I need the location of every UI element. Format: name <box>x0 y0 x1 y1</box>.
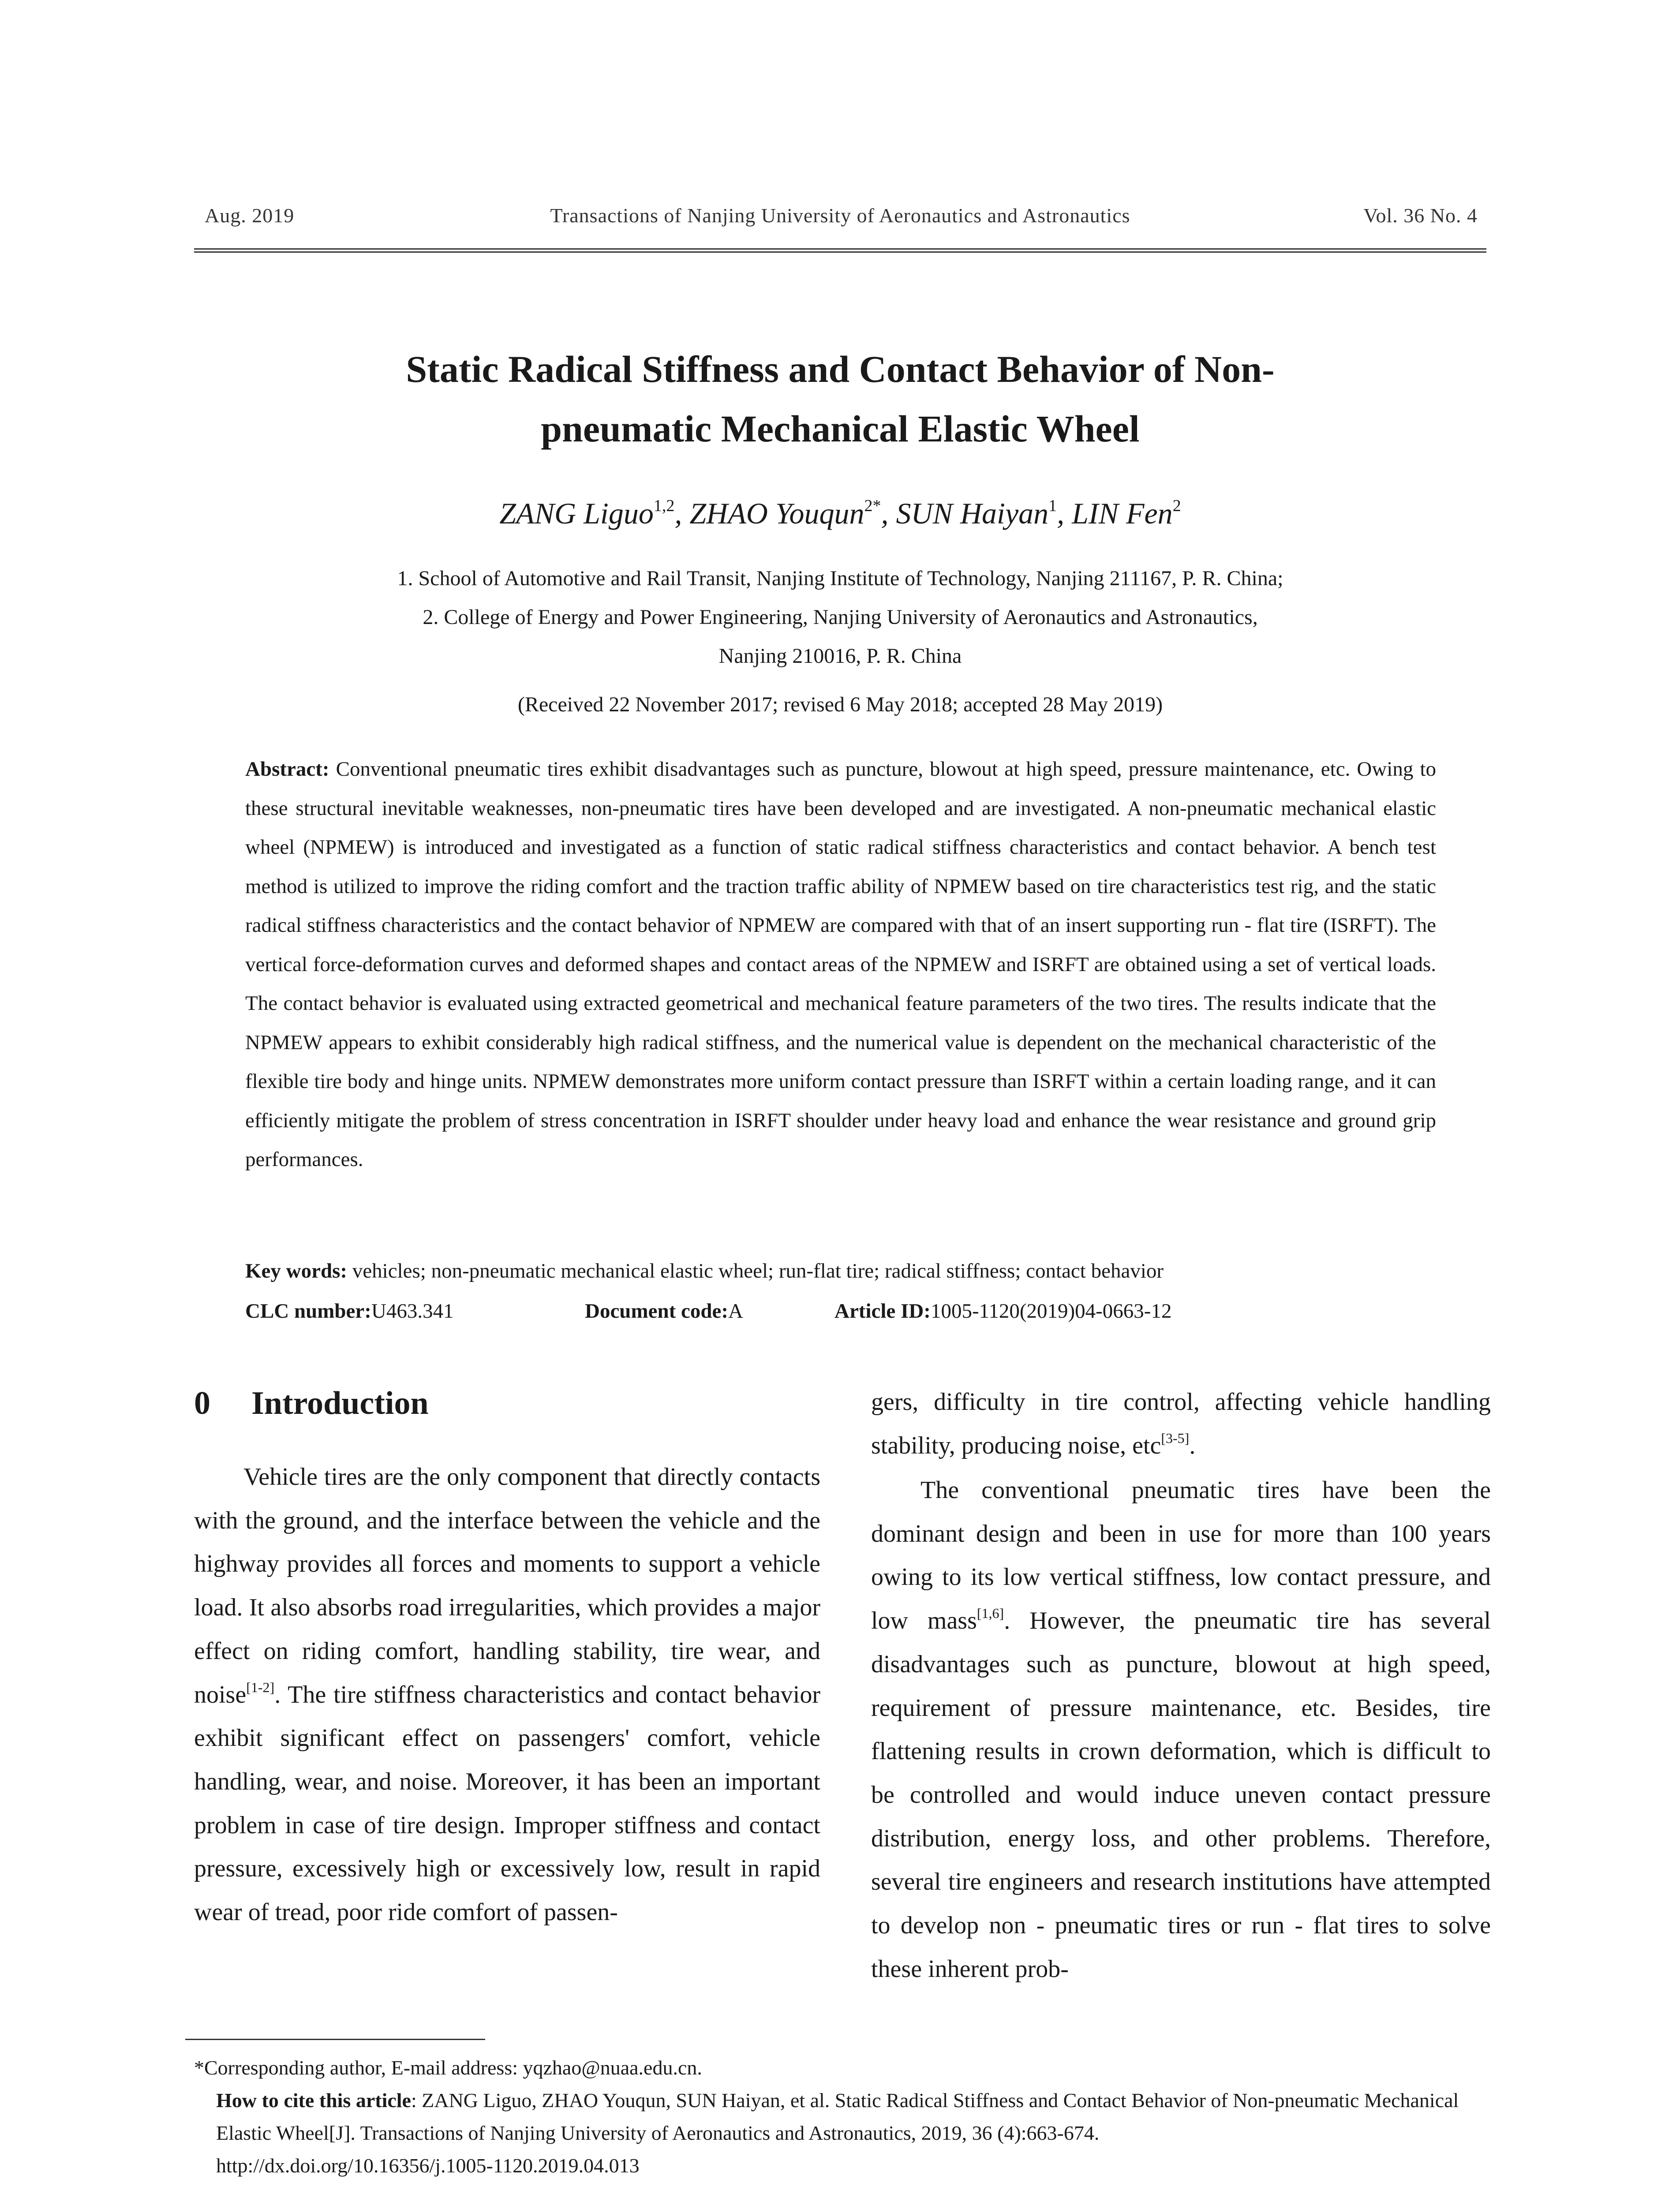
author-name: LIN Fen <box>1072 497 1173 530</box>
author-affiliation-mark: 1,2 <box>653 497 675 515</box>
abstract-text: Conventional pneumatic tires exhibit disadvantages such as puncture, blowout at high speed, pressure maintenance, etc. Owing to these structural inevitable weaknesses, non-pneumatic tires have been developed and are investigated. A non-pneumatic mechanical elastic wheel (NPMEW) is introduced and investigated as a function of static radical stiffness characteristics and contact behavior. A bench test method is utilized to improve the riding comfort and the traction traffic ability of NPMEW based on tire characteristics test rig, and the static radical stiffness characteristics and the contact behavior of NPMEW are compared with that of an insert supporting run - flat tire (ISRFT). The vertical force-deformation curves and deformed shapes and contact areas of the NPMEW and ISRFT are obtained using a set of vertical loads. The contact behavior is evaluated using extracted geometrical and mechanical feature parameters of the two tires. The results indicate that the NPMEW appears to exhibit considerably high radical stiffness, and the numerical value is dependent on the mechanical characteristic of the flexible tire body and hinge units. NPMEW demonstrates more uniform contact pressure than ISRFT within a certain loading range, and it can efficiently mitigate the problem of stress concentration in ISRFT shoulder under heavy load and enhance the wear resistance and ground grip performances. <box>245 758 1437 1171</box>
volume-number: Vol. 36 No. 4 <box>1363 204 1478 227</box>
citation: [1-2] <box>246 1679 275 1695</box>
author-name: ZHAO Youqun <box>689 497 864 530</box>
section-number: 0 <box>194 1385 210 1421</box>
abstract-label: Abstract: <box>245 758 329 781</box>
document-code <box>585 1299 743 1323</box>
footnotes <box>194 2052 1495 2182</box>
running-header <box>194 204 1486 235</box>
paragraph-text: . <box>1189 1431 1196 1459</box>
author-affiliation-mark: 1 <box>1048 497 1057 515</box>
header-double-rule <box>194 248 1486 253</box>
body-column-right-continuation <box>871 1380 1491 1467</box>
body-column-right <box>871 1469 1491 1991</box>
doi-link[interactable]: http://dx.doi.org/10.16356/j.1005-1120.2019.04.013 <box>216 2154 640 2177</box>
title-line-2: pneumatic Mechanical Elastic Wheel <box>541 407 1140 450</box>
issue-date: Aug. 2019 <box>205 204 295 227</box>
document-code-label: Document code: <box>585 1300 729 1323</box>
clc-label: CLC number: <box>245 1300 371 1323</box>
corresponding-author-note: *Corresponding author, E-mail address: yqzhao@nuaa.edu.cn. <box>194 2056 702 2079</box>
document-code-value: A <box>728 1300 743 1323</box>
paragraph-text: . However, the pneumatic tire has several disadvantages such as puncture, blowout at high speed, requirement of pressure maintenance, etc. Besides, tire flattening results in crown deformation, which is difficult to be controlled and would induce uneven contact pressure distribution, energy loss, and other problems. Therefore, several tire engineers and research institutions have attempted to develop non - pneumatic tires or run - flat tires to solve these inherent prob- <box>871 1607 1491 1983</box>
affiliation-line: Nanjing 210016, P. R. China <box>718 644 962 668</box>
citation-note-label: How to cite this article <box>216 2089 411 2112</box>
citation: [3-5] <box>1161 1430 1190 1446</box>
paragraph-text: . The tire stiffness characteristics and contact behavior exhibit significant effect on passengers' comfort, vehicle handling, wear, and noise. Moreover, it has been an important problem in case of tire design. Improper stiffness and contact pressure, excessively high or excessively low, result in rapid wear of tread, poor ride comfort of passen- <box>194 1681 820 1926</box>
body-paragraph <box>871 1380 1491 1467</box>
body-paragraph <box>194 1455 820 1934</box>
keywords-label: Key words: <box>245 1259 348 1282</box>
affiliations <box>194 559 1486 676</box>
section-title: Introduction <box>251 1385 429 1421</box>
article-id-value: 1005-1120(2019)04-0663-12 <box>930 1300 1172 1323</box>
body-column-left <box>194 1455 820 1934</box>
keywords-text: vehicles; non-pneumatic mechanical elastic wheel; run-flat tire; radical stiffness; contact behavior <box>352 1259 1164 1282</box>
clc-number <box>245 1299 454 1323</box>
body-paragraph <box>871 1469 1491 1991</box>
paper-title <box>265 340 1416 459</box>
article-id-label: Article ID: <box>834 1300 931 1323</box>
abstract <box>245 750 1436 1179</box>
citation-note-text: : ZANG Liguo, ZHAO Youqun, SUN Haiyan, et al. Static Radical Stiffness and Contact Behavior of Non-pneumatic Mechanical Elastic Wheel[J]. Transactions of Nanjing University of Aeronautics and Astronautics, 2019, 36 (4):663-674. <box>216 2089 1459 2144</box>
paragraph-text: The conventional pneumatic tires have been the dominant design and been in use for more than 100 years owing to its low vertical stiffness, low contact pressure, and low mass <box>871 1476 1491 1635</box>
article-id <box>834 1299 1171 1323</box>
footnote-rule <box>185 2039 485 2040</box>
author-separator: , <box>881 497 896 530</box>
section-heading <box>194 1385 429 1422</box>
clc-value: U463.341 <box>371 1300 454 1323</box>
received-dates: (Received 22 November 2017; revised 6 May 2018; accepted 28 May 2019) <box>517 693 1163 716</box>
keywords <box>245 1259 1436 1283</box>
citation: [1,6] <box>977 1605 1004 1622</box>
author-separator: , <box>674 497 690 530</box>
paragraph-text: Vehicle tires are the only component that directly contacts with the ground, and the interface between the vehicle and the highway provides all forces and moments to support a vehicle load. It also absorbs road irregularities, which provides a major effect on riding comfort, handling stability, tire wear, and noise <box>194 1463 820 1708</box>
author-name: SUN Haiyan <box>896 497 1049 530</box>
title-line-1: Static Radical Stiffness and Contact Behavior of Non- <box>406 348 1275 390</box>
citation-note <box>194 2084 1495 2149</box>
affiliation-line: 1. School of Automotive and Rail Transit, Nanjing Institute of Technology, Nanjing 211167, P. R. China; <box>397 567 1283 590</box>
journal-name: Transactions of Nanjing University of Aeronautics and Astronautics <box>550 204 1130 227</box>
affiliation-line: 2. College of Energy and Power Engineering, Nanjing University of Aeronautics and Astronautics, <box>423 605 1258 629</box>
paragraph-text: gers, difficulty in tire control, affecting vehicle handling stability, producing noise, etc <box>871 1388 1491 1459</box>
author-affiliation-mark: 2* <box>864 497 881 515</box>
author-affiliation-mark: 2 <box>1172 497 1181 515</box>
author-name: ZANG Liguo <box>499 497 654 530</box>
author-separator: , <box>1057 497 1072 530</box>
author-list <box>194 496 1486 531</box>
